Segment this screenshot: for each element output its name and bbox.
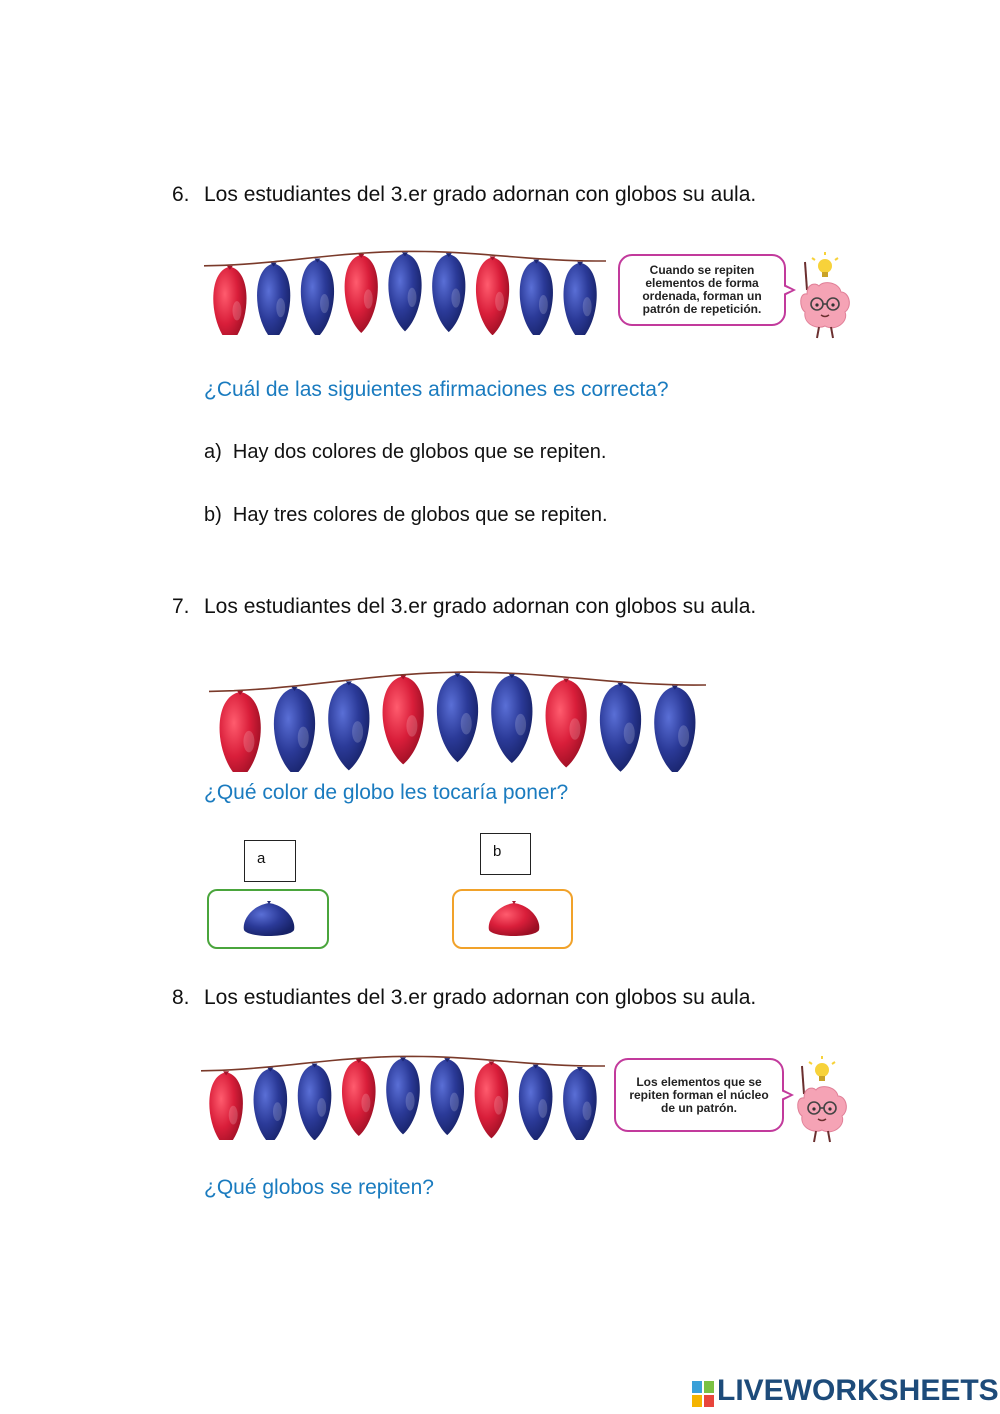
red-balloon: [383, 675, 424, 764]
q7-choice-b-frame[interactable]: [452, 889, 573, 949]
blue-balloon: [600, 683, 641, 772]
q6-balloon-garland: [200, 235, 610, 335]
q8-question: ¿Qué globos se repiten?: [204, 1176, 434, 1199]
q8-balloon-garland: [198, 1040, 608, 1140]
red-balloon: [546, 679, 587, 768]
blue-balloon: [430, 1058, 464, 1135]
q7-number: 7.: [172, 595, 190, 618]
q8-number: 8.: [172, 986, 190, 1009]
q7-choice-a-label[interactable]: a: [244, 840, 296, 882]
blue-balloon: [437, 673, 478, 762]
red-balloon: [220, 691, 261, 772]
blue-balloon: [386, 1057, 420, 1134]
q7-question: ¿Qué color de globo les tocaría poner?: [204, 781, 569, 804]
logo-text: LIVEWORKSHEETS: [717, 1374, 999, 1407]
q6-option-a[interactable]: [204, 441, 607, 464]
blue-balloon-icon: [240, 900, 298, 940]
logo-grid-icon: [692, 1381, 714, 1407]
blue-balloon: [298, 1064, 332, 1140]
red-balloon: [209, 1071, 243, 1140]
blue-balloon: [491, 674, 532, 763]
red-balloon: [342, 1059, 376, 1136]
q8-tip-bubble: Los elementos que se repiten forman el núcleo de un patrón.: [614, 1058, 784, 1132]
q6-number: 6.: [172, 183, 190, 206]
blue-balloon: [563, 262, 596, 335]
red-balloon: [475, 1061, 509, 1138]
brain-mascot-icon: [792, 1056, 852, 1146]
blue-balloon: [519, 1065, 553, 1140]
q6-statement: Los estudiantes del 3.er grado adornan con globos su aula.: [204, 183, 757, 206]
blue-balloon: [520, 260, 553, 335]
liveworksheets-logo: [692, 1374, 999, 1411]
q7-balloon-garland: [205, 652, 710, 772]
blue-balloon: [388, 252, 421, 331]
red-balloon-icon: [485, 900, 543, 940]
q6-option-b-text: Hay tres colores de globos que se repiten.: [232, 504, 608, 526]
q6-question: ¿Cuál de las siguientes afirmaciones es correcta?: [204, 378, 669, 401]
q7-choice-b-label[interactable]: b: [480, 833, 531, 875]
q6-option-a-text: Hay dos colores de globos que se repiten.: [232, 441, 607, 463]
red-balloon: [345, 254, 378, 333]
q7-statement: Los estudiantes del 3.er grado adornan con globos su aula.: [204, 595, 757, 618]
blue-balloon: [432, 253, 465, 332]
q6-option-a-label: a): [204, 441, 222, 463]
blue-balloon: [301, 259, 334, 335]
brain-mascot-icon: [795, 252, 855, 342]
q7-choice-a-frame[interactable]: [207, 889, 329, 949]
blue-balloon: [654, 686, 695, 772]
blue-balloon: [274, 687, 315, 772]
red-balloon: [476, 256, 509, 335]
q8-statement: Los estudiantes del 3.er grado adornan con globos su aula.: [204, 986, 757, 1009]
blue-balloon: [328, 681, 369, 770]
blue-balloon: [257, 263, 290, 335]
q6-option-b-label: b): [204, 504, 222, 526]
blue-balloon: [563, 1067, 597, 1140]
q6-tip-bubble: Cuando se repiten elementos de forma ordenada, forman un patrón de repetición.: [618, 254, 786, 326]
red-balloon: [213, 266, 246, 335]
blue-balloon: [254, 1068, 288, 1140]
q6-option-b[interactable]: [204, 504, 608, 527]
